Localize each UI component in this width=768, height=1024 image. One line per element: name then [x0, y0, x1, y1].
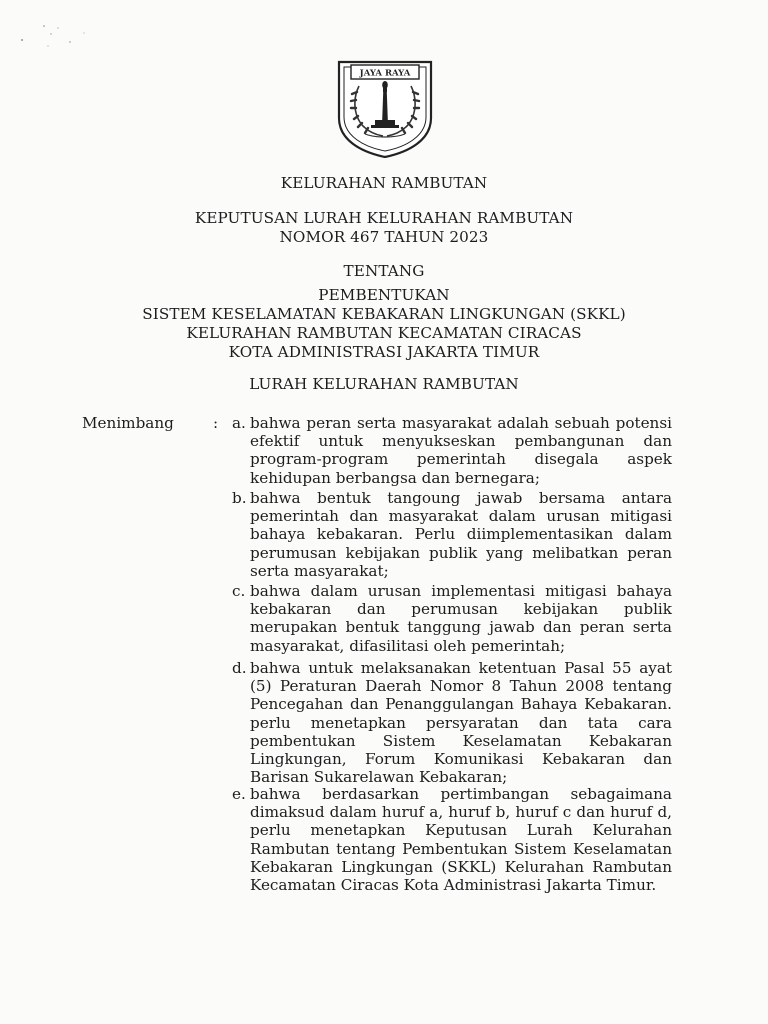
- item-text: bahwa peran serta masyarakat adalah sebuah potensi efektif untuk menyukseskan pembangunan dan program-program pemerintah disegala aspek kehidupan berbangsa dan bernegara;: [250, 414, 672, 487]
- decree-title: KEPUTUSAN LURAH KELURAHAN RAMBUTAN: [194, 209, 574, 227]
- about-label: TENTANG: [343, 262, 425, 280]
- considering-item-c: [232, 582, 672, 655]
- decree-number: NOMOR 467 TAHUN 2023: [279, 228, 489, 246]
- office-name: KELURAHAN RAMBUTAN: [280, 174, 488, 192]
- considering-colon: :: [213, 414, 219, 432]
- subject-line-3: KELURAHAN RAMBUTAN KECAMATAN CIRACAS: [186, 324, 582, 342]
- signatory-title: LURAH KELURAHAN RAMBUTAN: [249, 375, 519, 393]
- item-letter: c.: [232, 582, 246, 600]
- item-letter: d.: [232, 659, 247, 677]
- jakarta-coat-of-arms-icon: [335, 60, 435, 158]
- scan-specks: [18, 22, 88, 62]
- considering-item-a: [232, 414, 672, 487]
- item-text: bahwa berdasarkan pertimbangan sebagaimana dimaksud dalam huruf a, huruf b, huruf c dan huruf d, perlu menetapkan Keputusan Lurah Kelurahan Rambutan tentang Pembentukan Sistem Keselamatan Kebakaran Lingkungan (SKKL) Kelurahan Rambutan Kecamatan Ciracas Kota Administrasi Jakarta Timur.: [250, 785, 672, 895]
- subject-line-2: SISTEM KESELAMATAN KEBAKARAN LINGKUNGAN (SKKL): [142, 305, 626, 323]
- considering-item-b: [232, 489, 672, 580]
- subject-line-4: KOTA ADMINISTRASI JAKARTA TIMUR: [228, 343, 540, 361]
- considering-item-d: [232, 659, 672, 786]
- item-text: bahwa untuk melaksanakan ketentuan Pasal 55 ayat (5) Peraturan Daerah Nomor 8 Tahun 2008 tentang Pencegahan dan Penanggulangan Bahaya Kebakaran. perlu menetapkan persyaratan dan tata cara pembentukan Sistem Keselamatan Kebakaran Lingkungan, Forum Komunikasi Kebakaran dan Barisan Sukarelawan Kebakaran;: [250, 659, 672, 787]
- considering-label: Menimbang: [82, 414, 174, 432]
- emblem-motto: JAYA RAYA: [359, 68, 411, 79]
- item-letter: a.: [232, 414, 246, 432]
- item-letter: b.: [232, 489, 247, 507]
- subject-line-1: PEMBENTUKAN: [318, 286, 450, 304]
- item-text: bahwa dalam urusan implementasi mitigasi bahaya kebakaran dan perumusan kebijakan publik merupakan bentuk tanggung jawab dan peran serta masyarakat, difasilitasi oleh pemerintah;: [250, 582, 672, 655]
- considering-item-e: [232, 785, 672, 894]
- item-letter: e.: [232, 785, 246, 803]
- item-text: bahwa bentuk tangoung jawab bersama antara pemerintah dan masyarakat dalam urusan mitigasi bahaya kebakaran. Perlu diimplementasikan dalam perumusan kebijakan publik yang melibatkan peran serta masyarakat;: [250, 489, 672, 580]
